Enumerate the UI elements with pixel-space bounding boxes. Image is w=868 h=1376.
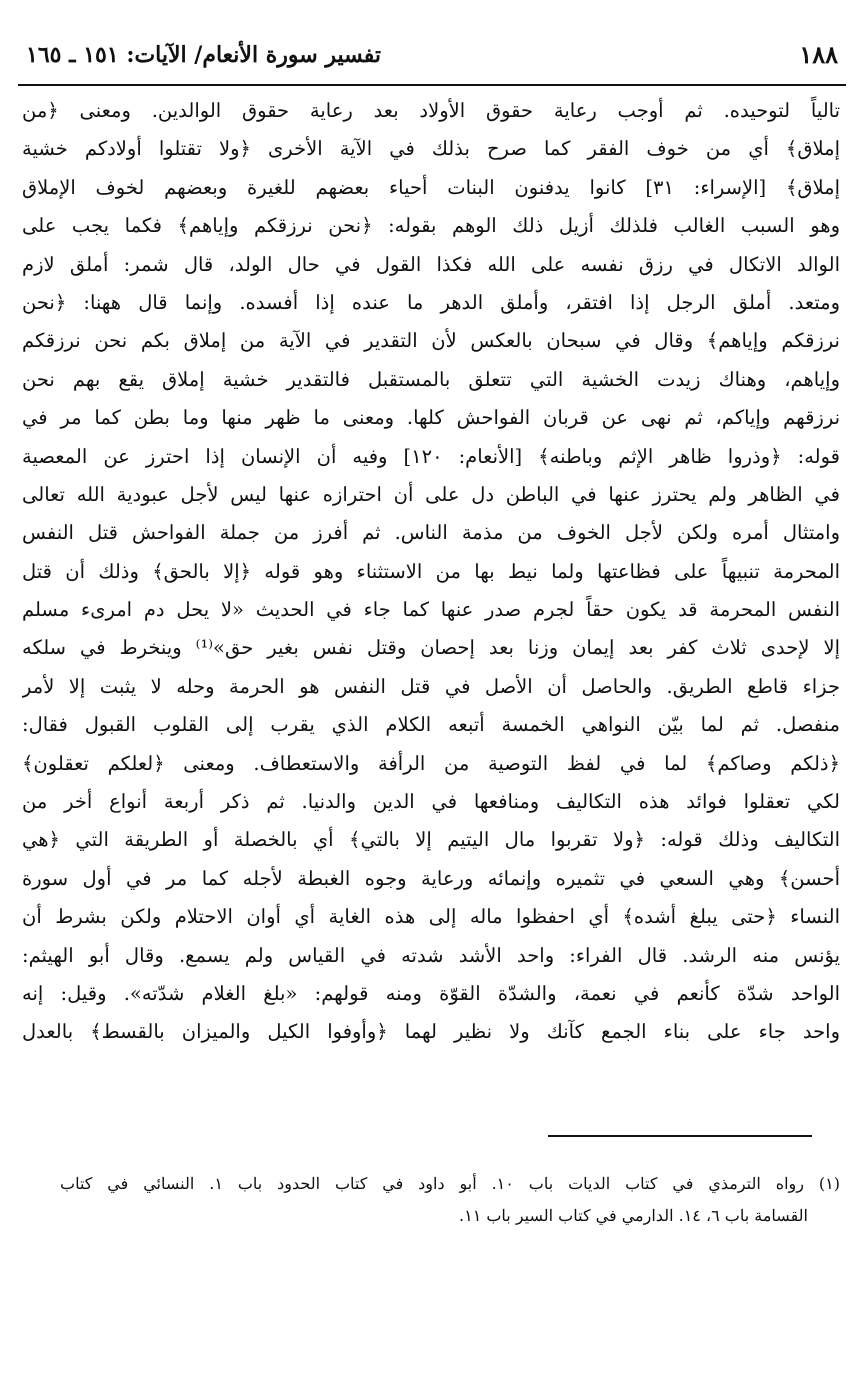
header-rule bbox=[18, 84, 846, 86]
footnotes bbox=[60, 1168, 840, 1232]
text-line: النفس المحرمة قد يكون حقاً لجرم صدر عنها كما جاء في الحديث «لا يحل دم امرىء مسلم bbox=[22, 598, 840, 622]
running-title: تفسير سورة الأنعام/ الآيات: ١٥١ ـ ١٦٥ bbox=[26, 42, 381, 68]
text-line: وإياهم، وهناك زيدت الخشية التي تتعلق بالمستقبل فالتقدير خشية إملاق يقع بهم نحن bbox=[22, 367, 840, 391]
text-line: إملاق﴾ [الإسراء: ٣١] كانوا يدفنون البنات أحياء بعضهم للغيرة وبعضهم لخوف الإملاق bbox=[22, 175, 840, 199]
text-line: تالياً لتوحيده. ثم أوجب رعاية حقوق الأولاد بعد رعاية حقوق الوالدين. ومعنى ﴿من bbox=[22, 99, 840, 122]
text-line: في الظاهر ولم يحترز عنها في الباطن دل على أن احترازه عنها ليس لأجل عبودية الله تعالى bbox=[22, 482, 840, 506]
page-header bbox=[18, 40, 846, 76]
text-line: إلا لإحدى ثلاث كفر بعد إيمان وزنا بعد إحصان وقتل نفس بغير حق»⁽¹⁾ وينخرط في سلكه bbox=[22, 636, 840, 660]
text-line: إملاق﴾ أي من خوف الفقر كما صرح بذلك في الآية الأخرى ﴿ولا تقتلوا أولادكم خشية bbox=[22, 137, 840, 161]
page-number: ١٨٨ bbox=[799, 40, 838, 69]
text-line: منفصل. ثم لما بيّن النواهي الخمسة أتبعه الكلام الذي يقرب إلى القلوب القبول فقال: bbox=[22, 713, 840, 737]
text-line: التكاليف وذلك قوله: ﴿ولا تقربوا مال اليتيم إلا بالتي﴾ أي بالخصلة أو الطريقة التي ﴿هي bbox=[22, 828, 840, 852]
text-line: يؤنس منه الرشد. قال الفراء: واحد الأشد شدته في القياس ولم يسمع. وقال أبو الهيثم: bbox=[22, 943, 840, 967]
text-line: واحد جاء على بناء الجمع كآنك ولا نظير لهما ﴿وأوفوا الكيل والميزان بالقسط﴾ بالعدل bbox=[22, 1020, 840, 1044]
text-line: وامتثال أمره ولكن لأجل الخوف من مذمة الناس. ثم أفرز من جملة الفواحش قتل النفس bbox=[22, 521, 840, 545]
text-line: ﴿ذلكم وصاكم﴾ لما في لفظ التوصية من الرأفة والاستعطاف. ومعنى ﴿لعلكم تعقلون﴾ bbox=[22, 751, 840, 775]
text-line: قوله: ﴿وذروا ظاهر الإثم وباطنه﴾ [الأنعام: ١٢٠] وفيه أن الإنسان إذا احترز عن المعصية bbox=[22, 444, 840, 468]
text-line: جزاء قاطع الطريق. والحاصل أن الأصل في قتل النفس هو الحرمة وحله لا يثبت إلا لأمر bbox=[22, 674, 840, 698]
text-line: لكي تعقلوا فوائد هذه التكاليف ومنافعها في الدين والدنيا. ثم ذكر أربعة أنواع أخر من bbox=[22, 790, 840, 814]
text-line: النساء ﴿حتى يبلغ أشده﴾ أي احفظوا ماله إلى هذه الغاية أي أوان الاحتلام ولكن بشرط أن bbox=[22, 905, 840, 929]
text-line: أحسن﴾ وهي السعي في تثميره وإنمائه ورعاية وجوه الغبطة لأجله كما مر في أول سورة bbox=[22, 866, 840, 890]
footnote-rule bbox=[548, 1135, 812, 1137]
text-line: وهو السبب الغالب فلذلك أزيل ذلك الوهم بقوله: ﴿نحن نرزقكم وإياهم﴾ فكما يجب على bbox=[22, 214, 840, 238]
text-line: الوالد الاتكال في رزق نفسه على الله فكذا القول في حال الولد، قال شمر: أملق لازم bbox=[22, 252, 840, 276]
text-line: نرزقكم وإياهم﴾ وقال في سبحان بالعكس لأن التقدير في الآية من إملاق بكم نحن نرزقكم bbox=[22, 329, 840, 353]
footnote-line: القسامة باب ٦، ١٤. الدارمي في كتاب السير باب ١١. bbox=[459, 1206, 808, 1225]
main-text bbox=[22, 92, 840, 1052]
text-line: المحرمة تنبيهاً على فظاعتها ولما نيط بها من الاستثناء وهو قوله ﴿إلا بالحق﴾ وذلك أن قتل bbox=[22, 559, 840, 583]
text-line: ومتعد. أملق الرجل إذا افتقر، وأملق الدهر ما عنده إذا أفسده. وإنما قال ههنا: ﴿نحن bbox=[22, 290, 840, 314]
footnote-line: (١) رواه الترمذي في كتاب الديات باب ١٠. أبو داود في كتاب الحدود باب ١. النسائي في كتاب bbox=[60, 1174, 840, 1193]
text-line: الواحد شدّة كأنعم في نعمة، والشدّة القوّة ومنه قولهم: «بلغ الغلام شدّته». وقيل: إنه bbox=[22, 981, 840, 1005]
text-line: نرزقهم وإياكم، ثم نهى عن قربان الفواحش كلها. ومعنى ما ظهر منها وما بطن كما مر في bbox=[22, 406, 840, 430]
